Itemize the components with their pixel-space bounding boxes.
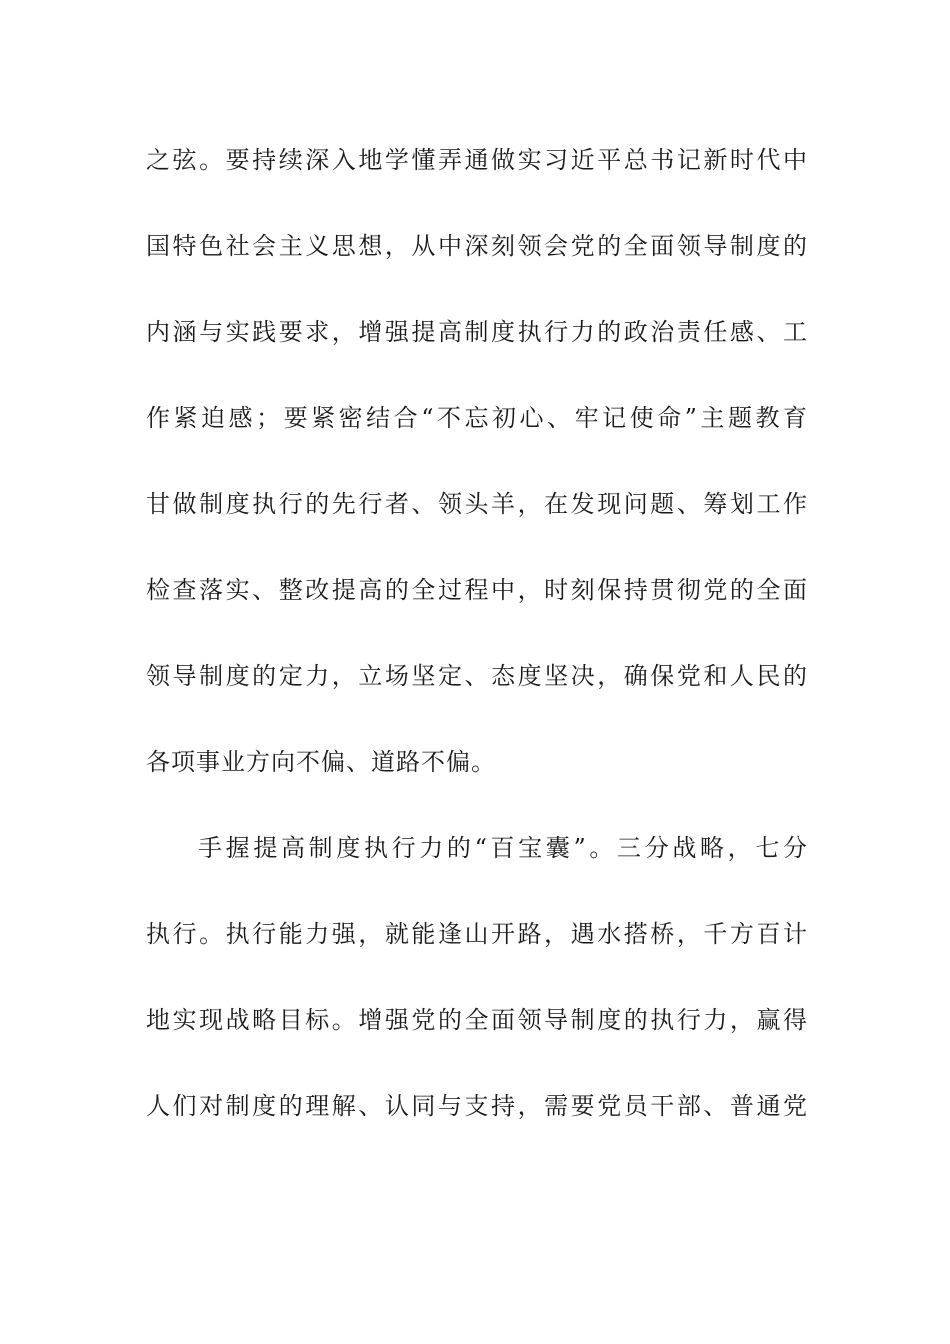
paragraph-1-line-6: 检查落实、整改提高的全过程中，时刻保持贯彻党的全面 bbox=[146, 576, 808, 604]
paragraph-2-line-4: 人们对制度的理解、认同与支持，需要党员干部、普通党 bbox=[146, 1092, 808, 1120]
paragraph-2-line-1: 手握提高制度执行力的“百宝囊”。三分战略，七分 bbox=[198, 834, 808, 862]
paragraph-2-line-3: 地实现战略目标。增强党的全面领导制度的执行力，赢得 bbox=[146, 1006, 808, 1034]
paragraph-1-line-1: 之弦。要持续深入地学懂弄通做实习近平总书记新时代中 bbox=[146, 146, 808, 174]
paragraph-1-line-5: 甘做制度执行的先行者、领头羊，在发现问题、筹划工作 bbox=[146, 490, 808, 518]
paragraph-1-line-3: 内涵与实践要求，增强提高制度执行力的政治责任感、工 bbox=[146, 318, 808, 346]
paragraph-1-line-4: 作紧迫感；要紧密结合“不忘初心、牢记使命”主题教育 bbox=[146, 404, 808, 432]
paragraph-1-line-7: 领导制度的定力，立场坚定、态度坚决，确保党和人民的 bbox=[146, 662, 808, 690]
paragraph-1-line-8: 各项事业方向不偏、道路不偏。 bbox=[146, 748, 496, 776]
paragraph-2-line-2: 执行。执行能力强，就能逢山开路，遇水搭桥，千方百计 bbox=[146, 920, 808, 948]
paragraph-1-line-2: 国特色社会主义思想，从中深刻领会党的全面领导制度的 bbox=[146, 232, 808, 260]
